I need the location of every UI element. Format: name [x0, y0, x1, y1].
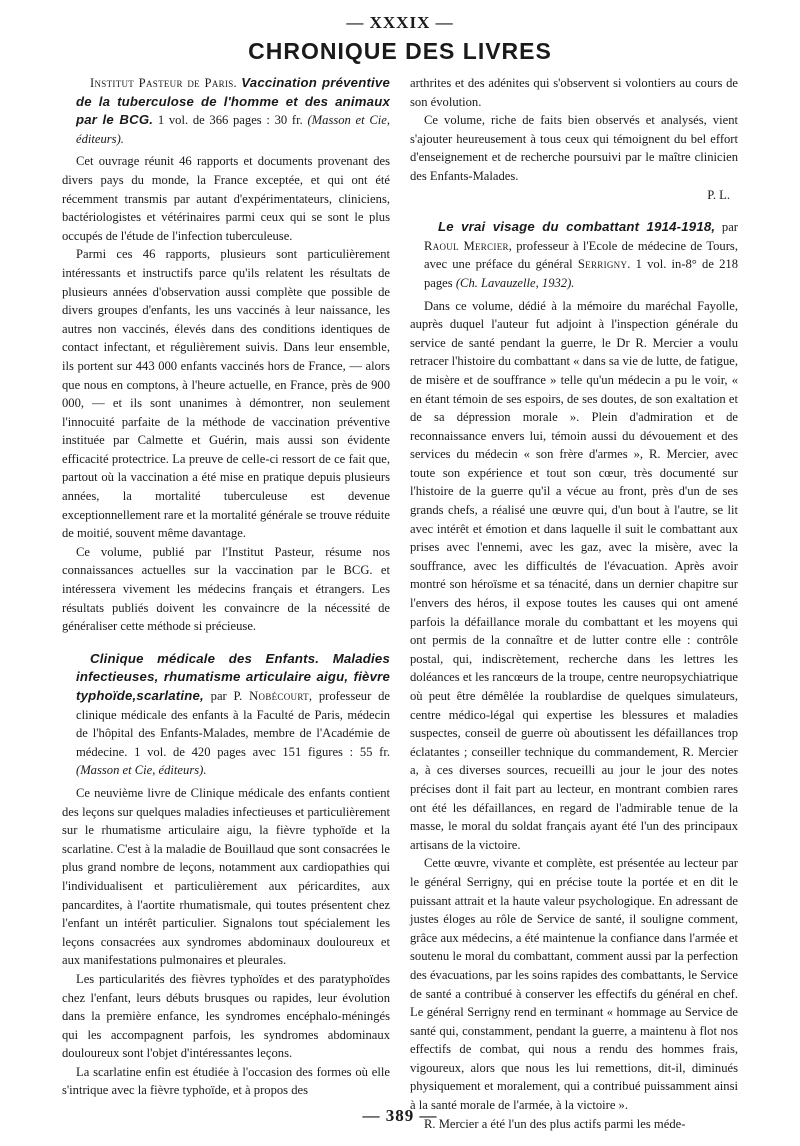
section-title: CHRONIQUE DES LIVRES: [248, 38, 552, 64]
review-1-publisher: (Masson et Cie, éditeurs).: [76, 113, 390, 146]
review-2-paragraph: La scarlatine enfin est étudiée à l'occasion des formes où elle s'intrique avec la fièvre typhoïde, et à propos des: [62, 1064, 390, 1098]
page: [62, 12, 738, 1132]
review-2-title: Clinique médicale des Enfants. Maladies infectieuses, rhumatisme articulaire aigu, fièvre typhoïde,scarlatine,: [76, 650, 390, 703]
review-2-paragraph: Les particularités des fièvres typhoïdes et des paratyphoïdes chez l'enfant, leurs débuts brusques ou rapides, leur évolution dans la première enfance, les syndromes encéphalo-méningés qui les accompagnent parfois, les syndromes abdominaux douloureux sont l'objet d'intéressantes leçons.: [62, 971, 390, 1061]
review-2-publisher: (Masson et Cie, éditeurs).: [76, 763, 207, 778]
review-2-reference: [62, 650, 390, 780]
page-number: — 389 —: [362, 1106, 438, 1125]
running-head: — XXXIX —: [346, 13, 454, 32]
review-1-author: Institut Pasteur de Paris.: [90, 76, 237, 90]
review-1-paragraph: Ce volume, publié par l'Institut Pasteur, résume nos connaissances actuelles sur la vaccination par le BCG. et intéressera vivement les médecins français et étrangers. Les résultats publiés doivent les convaincre de la nécessité de généraliser cette méthode si précieuse.: [62, 544, 390, 634]
review-1-paragraph: Parmi ces 46 rapports, plusieurs sont particulièrement intéressants et instructifs parce qu'ils relatent les résultats de plusieurs années d'observation aussi complète que possible de divers groupes d'enfants, les uns vaccinés à leur naissance, les autres non vaccinés, élevés dans des conditions identiques de contact infectant, et régulièrement suivis. Dans leur ensemble, ils portent sur 443 000 enfants vaccinés hors de France, — alors que nous en comptons, à l'heure actuelle, en France, près de 900 000, — et ils sont unanimes à démontrer, non seulement l'innocuité parfaite de la méthode de vaccination préventive instituée par Calmette et Guérin, mais aussi son évidente efficacité protectrice. La preuve de celle-ci ressort de ce fait que, partout où la vaccination a été mise en pratique depuis plusieurs années, la mortalité tuberculeuse est devenue exceptionnellement rare et la mortalité générale se trouve réduite de moitié, souvent même davantage.: [62, 247, 390, 541]
review-2-author: Nobécourt: [249, 689, 309, 703]
review-3-title: Le vrai visage du combattant 1914-1918,: [438, 219, 716, 235]
review-3-paragraph: Dans ce volume, dédié à la mémoire du maréchal Fayolle, auprès duquel l'auteur fut adjoint à l'inspection générale du service de santé pendant la guerre, le Dr R. Mercier a voulu retracer l'histoire du combattant « dans sa vie de lutte, de fatigue, de misère et de souffrance » telle qu'un médecin a pu le voir, « en étant témoin de ses espoirs, de ses doutes, de son exaltation et de sa dépression morale ». Plein d'admiration et de reconnaissance envers lui, témoin aussi du dévouement et des services du médecin « son frère d'armes », R. Mercier, avec toute son expérience et tout son cœur, très documenté sur l'histoire de la guerre qu'il a vécue au front, près d'un de ses grands chefs, a réalisé une œuvre qui, d'un bout à l'autre, se lit avec intérêt et émotion et dans laquelle il suit le combattant aux prises avec l'ennemi, avec les gaz, avec la misère, avec la souffrance, avec les difficultés de l'évacuation. Après avoir montré son héroïsme et sa ténacité, dans un dernier chapitre sur l'envers des héros, il expose toutes les causes qui ont amené parfois la défaillance morale du combattant et les moyens qui ont permis de la connaître et de lutter contre elle : contrôle postal, qui, indiscrètement, recherche dans les lettres les doléances et les rancœurs de la troupe, centre neuropsychiatrique où peut être démêlée la roublardise de quelques simulateurs, centre médico-légal qui expertise les blessures et maladies suspectes, conseil de guerre où aboutissent les défaillances trop éclatantes ; conseiller technique du commandement, R. Mercier a, à ces diverses sources, recueilli au jour le jour des notes précises dont il fait part au lecteur, en montrant combien rares ont été les défaillances, en regard de l'admirable tenue de la masse, le moral du soldat français ayant été l'un des principaux artisans de la victoire.: [410, 298, 738, 852]
review-3-reference: [410, 218, 738, 292]
review-3-details: , professeur à l'Ecole de médecine de Tours, avec une préface du général: [424, 238, 738, 272]
review-3-publisher: (Ch. Lavauzelle, 1932).: [455, 275, 575, 290]
review-2-author-prefix: par P.: [210, 689, 243, 703]
right-column: [410, 74, 738, 1131]
review-2-conclusion: Ce volume, riche de faits bien observés et analysés, vient s'ajouter heureusement à tous ceux qui témoignent du bel effort d'enseignement et de recherche poursuivi par le maître clinicien des Enfants-Malades.: [410, 113, 738, 183]
review-3-paragraph: R. Mercier a été l'un des plus actifs parmi les méde-: [424, 1116, 686, 1131]
review-2-paragraph: Ce neuvième livre de Clinique médicale des enfants contient des leçons sur quelques maladies infectieuses et particulièrement sur le rhumatisme articulaire aigu, la fièvre typhoïde et la scarlatine. C'est à la maladie de Bouillaud que sont consacrées le plus grand nombre de leçons, notamment aux cardiopathies qui l'individualisent et particulièrement aux péricardites, aux pancardites, à l'aortite rhumatismale, qui toutes présentent chez l'enfant un intérêt particulier. Signalons tout spécialement les leçons consacrées aux syndromes abdominaux douloureux et aux manifestations pulmonaires et pleurales.: [62, 785, 390, 968]
review-1-title: Vaccination préventive de la tuberculose de l'homme et des animaux par le BCG.: [76, 75, 390, 128]
left-column: [62, 74, 390, 1098]
review-3-details-2: . 1 vol. in-8° de 218 pages: [424, 257, 738, 290]
review-1-details: 1 vol. de 366 pages : 30 fr.: [157, 113, 303, 128]
review-2-details: , professeur de clinique médicale des enfants à la Faculté de Paris, médecin de l'hôpital des Enfants-Malades, membre de l'Académie de médecine. 1 vol. de 420 pages avec 151 figures : 55 fr.: [76, 689, 390, 759]
review-1-paragraph: Cet ouvrage réunit 46 rapports et documents provenant des divers pays du monde, la France exceptée, et qui ont été récemment transmis par autant d'expérimentateurs, cliniciens, bactériologistes et vétérinaires parmi ceux qui se sont le plus occupés de l'étude de l'infection tuberculeuse.: [62, 154, 390, 243]
review-2-continuation: arthrites et des adénites qui s'observent si volontiers au cours de son évolution.: [410, 76, 738, 109]
review-3-preface-author: Serrigny: [577, 257, 628, 272]
reviewer-signature: P. L.: [707, 187, 730, 202]
review-1-reference: [62, 74, 390, 148]
review-3-author-prefix: par: [721, 220, 738, 235]
review-3-paragraph: Cette œuvre, vivante et complète, est présentée au lecteur par le général Serrigny, qui en précise toute la portée et en dit le puissant attrait et la haute valeur psychologique. En adressant de justes éloges au rôle de Service de santé, il souligne comment, grâce aux médecins, a été maintenue la confiance dans l'armée et soutenu le moral du combattant, comment aussi par la perfection des évacuations, par les soins rapides des combattants, le Service de santé a contribué à conserver les effectifs du général en chef. Le général Serrigny rend en terminant « hommage au Service de santé qui, constamment, pendant la guerre, a maintenu à flot nos effectifs de combat, qui nous a rendu des hommes frais, vigoureux, alors que nous les lui remettions, dit-il, diminués physiquement et moralement, qui a contribué puissamment ainsi à la santé morale de l'armée, à la victoire ».: [410, 856, 738, 1113]
review-3-author: Raoul Mercier: [424, 238, 509, 253]
